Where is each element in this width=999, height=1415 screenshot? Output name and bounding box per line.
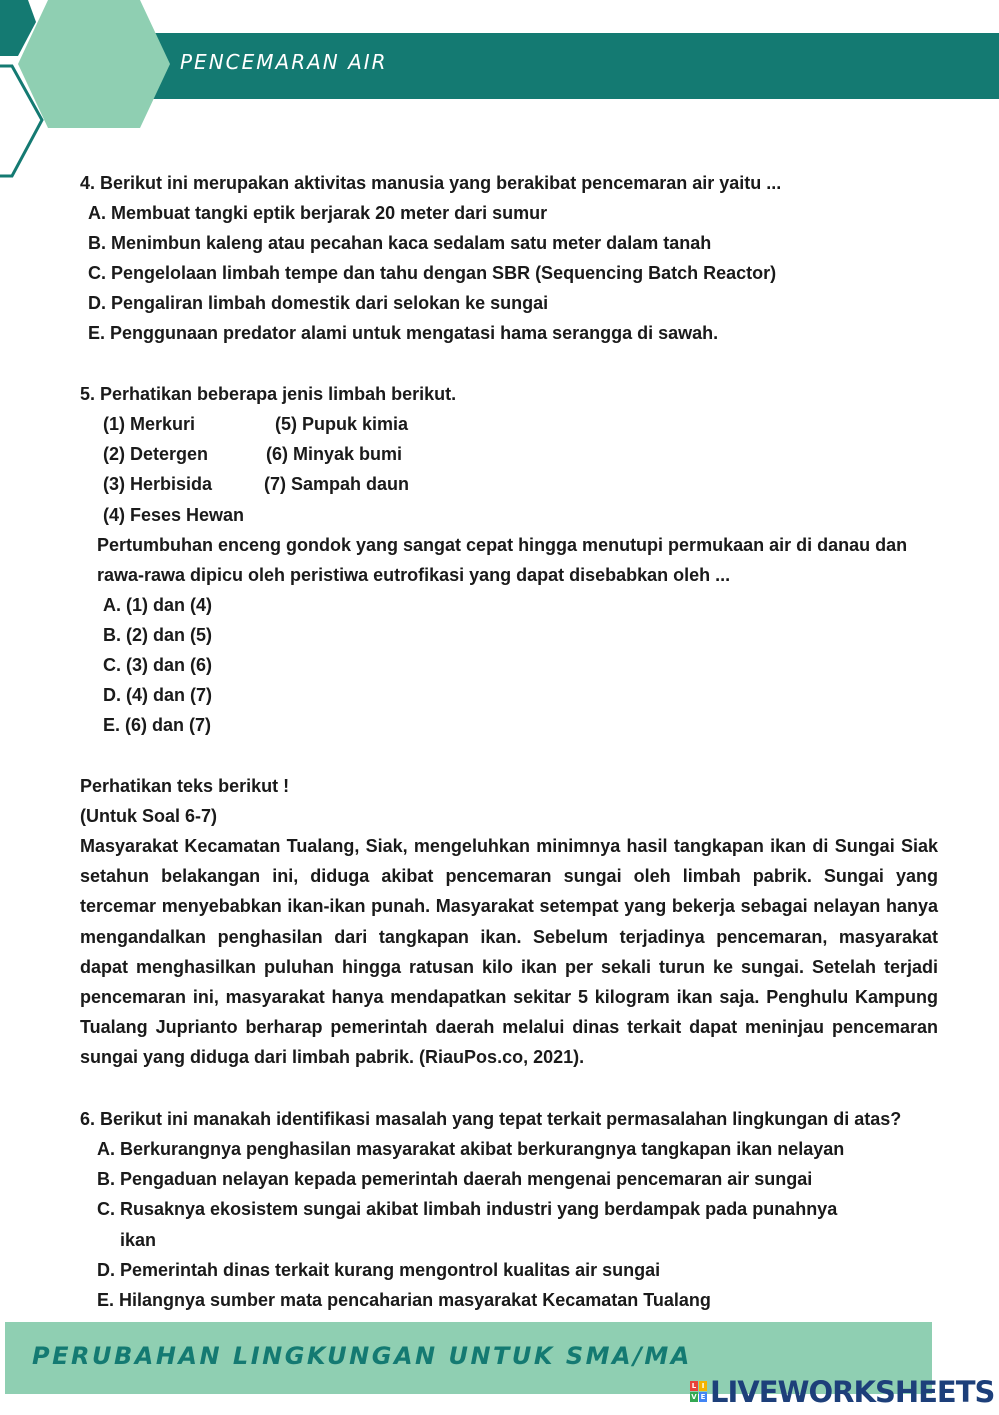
question-4-option-b[interactable]: B. Menimbun kaleng atau pecahan kaca sedalam satu meter dalam tanah bbox=[88, 233, 712, 253]
liveworksheets-wordmark: LIVEWORKSHEETS bbox=[710, 1375, 995, 1409]
question-5-option-a[interactable]: A. (1) dan (4) bbox=[103, 595, 213, 615]
header-hexagon bbox=[18, 0, 170, 128]
question-5-option-b[interactable]: B. (2) dan (5) bbox=[103, 625, 213, 645]
question-6-option-c-continued[interactable]: ikan bbox=[120, 1230, 157, 1250]
question-6-option-d[interactable]: D. Pemerintah dinas terkait kurang mengontrol kualitas air sungai bbox=[97, 1260, 661, 1280]
waste-item-4: (4) Feses Hewan bbox=[103, 505, 245, 525]
liveworksheets-logo-icon bbox=[690, 1381, 708, 1403]
waste-item-6: (6) Minyak bumi bbox=[266, 444, 403, 464]
question-5-option-c[interactable]: C. (3) dan (6) bbox=[103, 655, 213, 675]
hexagon-decoration bbox=[0, 0, 200, 190]
question-5-text-line-2: rawa-rawa dipicu oleh peristiwa eutrofikasi yang dapat disebabkan oleh ... bbox=[97, 565, 731, 585]
question-6-option-b[interactable]: B. Pengaduan nelayan kepada pemerintah daerah mengenai pencemaran air sungai bbox=[97, 1169, 813, 1189]
question-4-option-e[interactable]: E. Penggunaan predator alami untuk mengatasi hama serangga di sawah. bbox=[88, 323, 719, 343]
waste-item-3: (3) Herbisida bbox=[103, 474, 213, 494]
page-title: PENCEMARAN AIR bbox=[180, 50, 388, 74]
question-4-stem: 4. Berikut ini merupakan aktivitas manusia yang berakibat pencemaran air yaitu ... bbox=[80, 173, 782, 193]
question-6-stem: 6. Berikut ini manakah identifikasi masalah yang tepat terkait permasalahan lingkungan di atas? bbox=[80, 1109, 902, 1129]
waste-item-7: (7) Sampah daun bbox=[264, 474, 410, 494]
question-5-option-d[interactable]: D. (4) dan (7) bbox=[103, 685, 213, 705]
question-5-stem: 5. Perhatikan beberapa jenis limbah berikut. bbox=[80, 384, 457, 404]
question-4-option-a[interactable]: A. Membuat tangki eptik berjarak 20 meter dari sumur bbox=[88, 203, 548, 223]
footer-title: PERUBAHAN LINGKUNGAN UNTUK SMA/MA bbox=[32, 1342, 692, 1370]
logo-letter-l: L bbox=[691, 1382, 697, 1390]
question-5-text-line-1: Pertumbuhan enceng gondok yang sangat cepat hingga menutupi permukaan air di danau dan bbox=[97, 535, 908, 555]
question-5-option-e[interactable]: E. (6) dan (7) bbox=[103, 715, 212, 735]
logo-letter-v: V bbox=[691, 1393, 697, 1401]
waste-item-5: (5) Pupuk kimia bbox=[275, 414, 409, 434]
question-6-option-e[interactable]: E. Hilangnya sumber mata pencaharian masyarakat Kecamatan Tualang bbox=[97, 1290, 711, 1310]
passage-intro: Perhatikan teks berikut ! bbox=[80, 776, 290, 796]
waste-item-2: (2) Detergen bbox=[103, 444, 209, 464]
passage-text: Masyarakat Kecamatan Tualang, Siak, mengeluhkan minimnya hasil tangkapan ikan di Sungai Siak setahun belakangan ini, diduga akibat pencemaran sungai oleh limbah pabrik. Sungai yang tercemar menyebabkan ikan-ikan punah. Masyarakat setempat yang bekerja sebagai nelayan hanya mengandalkan penghasilan dari tangkapan ikan. Sebelum terjadinya pencemaran, masyarakat dapat menghasilkan puluhan hingga ratusan kilo ikan per sekali turun ke sungai. Setelah terjadi pencemaran ini, masyarakat hanya mendapatkan sekitar 5 kilogram ikan saja. Penghulu Kampung Tualang Juprianto berharap pemerintah daerah melalui dinas terkait dapat meninjau pencemaran sungai yang diduga dari limbah pabrik. (RiauPos.co, 2021). bbox=[80, 836, 938, 1068]
liveworksheets-brand[interactable] bbox=[690, 1373, 995, 1411]
waste-item-1: (1) Merkuri bbox=[103, 414, 196, 434]
question-4-option-c[interactable]: C. Pengelolaan limbah tempe dan tahu dengan SBR (Sequencing Batch Reactor) bbox=[88, 263, 777, 283]
logo-letter-e: E bbox=[700, 1393, 706, 1401]
logo-letter-i: I bbox=[699, 1381, 707, 1391]
question-6-option-a[interactable]: A. Berkurangnya penghasilan masyarakat akibat berkurangnya tangkapan ikan nelayan bbox=[97, 1139, 845, 1159]
question-4-option-d[interactable]: D. Pengaliran limbah domestik dari selokan ke sungai bbox=[88, 293, 549, 313]
passage-scope: (Untuk Soal 6-7) bbox=[80, 806, 218, 826]
question-6-option-c[interactable]: C. Rusaknya ekosistem sungai akibat limbah industri yang berdampak pada punahnya bbox=[97, 1199, 838, 1219]
